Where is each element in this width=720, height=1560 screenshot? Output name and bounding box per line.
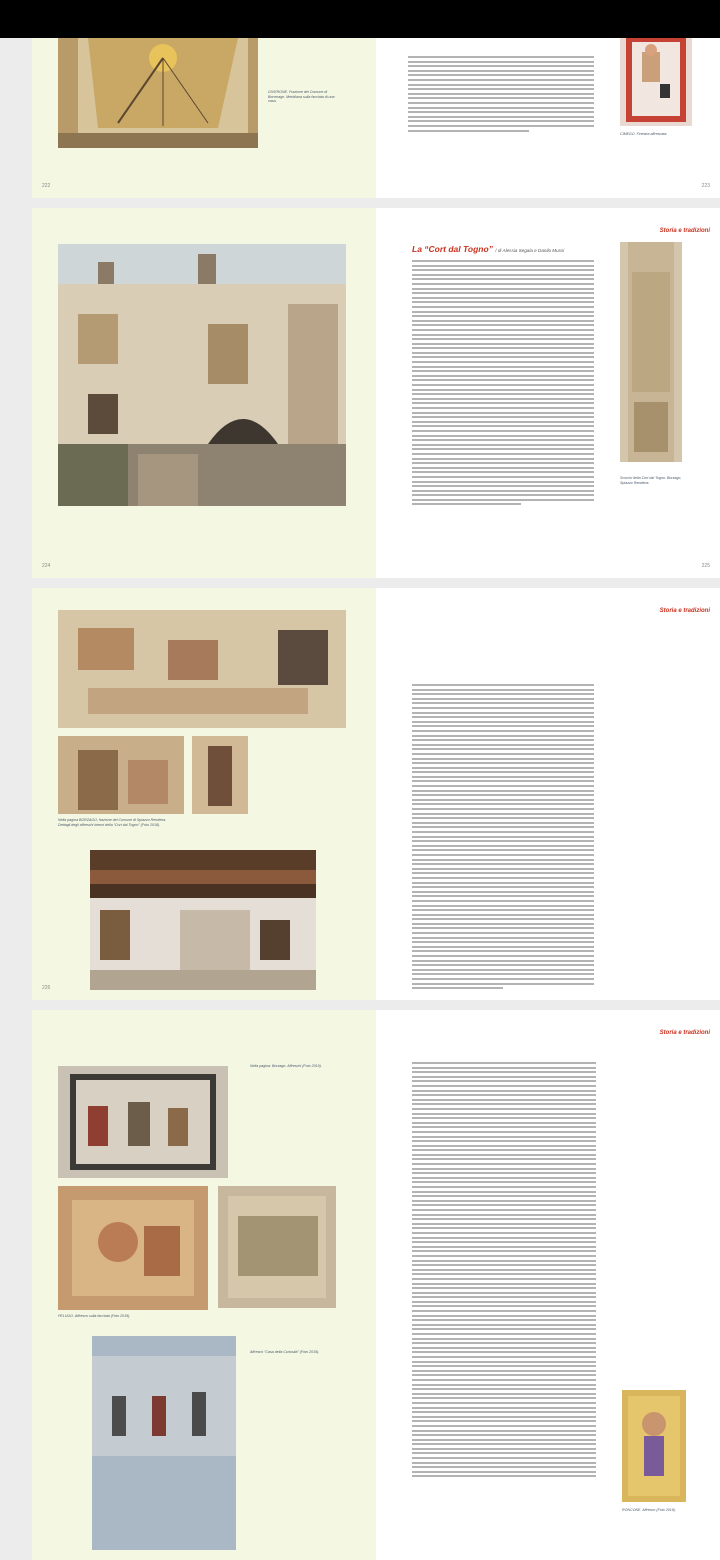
courtyard-photo	[90, 850, 316, 990]
page-right	[376, 1010, 720, 1560]
page-number: 224	[42, 563, 51, 569]
article-title	[412, 244, 612, 254]
page-left	[32, 208, 376, 578]
running-head: Storia e tradizioni	[659, 1030, 710, 1036]
page-left	[32, 1010, 376, 1560]
spread-4	[32, 1010, 720, 1560]
article-title-text: La “Cort dal Togno”	[412, 244, 493, 254]
sundial-photo	[58, 38, 258, 148]
photo-caption: Nella pagina: Borzago. Affreschi (Foto 2019).	[250, 1064, 322, 1068]
page-right	[376, 38, 720, 198]
page-right	[376, 588, 720, 1000]
photo-caption: Scorcio della Cort dal Togno. Borzago, Spiazzo Rendena.	[620, 476, 682, 485]
fresco-photo	[58, 1066, 228, 1178]
photo-caption: Affresco “Casa della Curiosità” (Foto 2019).	[250, 1350, 320, 1354]
page-left	[32, 588, 376, 1000]
spread-1	[32, 38, 720, 198]
column-photo	[620, 242, 682, 462]
article-text-column	[412, 1062, 596, 1480]
photo-caption: CIMEGO. Finestra affrescata.	[620, 132, 668, 136]
page-number: 225	[701, 563, 710, 569]
running-head: Storia e tradizioni	[659, 228, 710, 234]
fresco-photo	[218, 1186, 336, 1308]
fresco-wall-photo	[58, 610, 346, 728]
photo-caption: RONCONE. Affresco (Foto 2019).	[622, 1508, 676, 1512]
page-number: 226	[42, 985, 51, 991]
photo-caption: Nella pagina BORZAGO, frazione del Comune di Spiazzo Rendena. Dettagli degli affreschi interni della “Cort dal Togno” (Foto 2018).	[58, 818, 167, 827]
fresco-photo	[92, 1336, 236, 1550]
spread-3	[32, 588, 720, 1000]
cort-dal-togno-photo	[58, 244, 346, 506]
page-number: 222	[42, 183, 51, 189]
running-head: Storia e tradizioni	[659, 608, 710, 614]
photo-caption: GIVERONE. Frazione del Comune di Bocenago. Meridiana sulla facciata di una casa.	[268, 90, 335, 104]
fresco-detail-photo	[58, 736, 184, 814]
photo-caption: PELUGO. Affresco sulla facciata (Foto 2019).	[58, 1314, 131, 1318]
fresco-photo	[58, 1186, 208, 1310]
page-left	[32, 38, 376, 198]
article-text-column	[412, 684, 594, 992]
spread-2	[32, 208, 720, 578]
fresco-detail-photo	[192, 736, 248, 814]
article-byline: / di Alessia Segala e Danilo Mussi	[495, 248, 565, 253]
window-photo	[620, 38, 692, 126]
status-bar	[0, 0, 720, 38]
page-number: 223	[701, 183, 710, 189]
page-right	[376, 208, 720, 578]
article-text-column	[408, 56, 594, 134]
fresco-photo	[622, 1390, 686, 1502]
article-text-column	[412, 260, 594, 508]
